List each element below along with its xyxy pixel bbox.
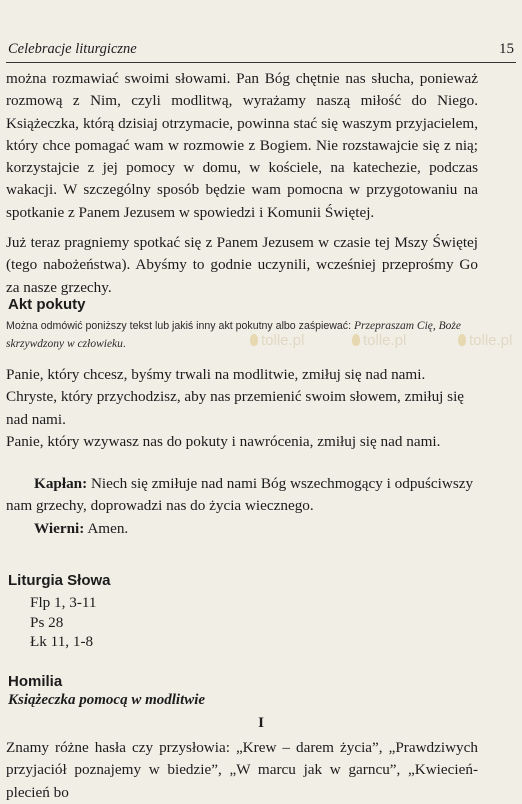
rubric-end: . (122, 338, 126, 350)
watermark-logo-icon (458, 334, 466, 346)
priest-label: Kapłan: (34, 475, 88, 492)
page-header (6, 40, 516, 63)
watermark: tolle.pl (352, 332, 406, 349)
priest-text: Niech się zmiłuje nad nami Bóg wszechmogący i odpuściwszy nam grzechy, doprowadzi nas do życia wiecznego. (6, 475, 474, 515)
faithful-response (34, 518, 506, 540)
homily-subtitle: Książeczka pomocą w modlitwie (8, 692, 206, 708)
invocations-list (6, 364, 484, 453)
rubric-instruction (6, 317, 484, 353)
invocation-line: nad nami. (6, 410, 66, 428)
invocation-line: Chryste, który przychodzisz, aby nas przemienić swoim słowem, zmiłuj się (6, 388, 465, 406)
invocation-line: Panie, który wzywasz nas do pokuty i nawrócenia, zmiłuj się nad nami. (6, 432, 441, 450)
reading-reference: Flp 1, 3-11 (30, 594, 97, 611)
rubric-song-title: Przepraszam Cię, Boże skrzywdzony w człowieku (6, 320, 462, 350)
reading-reference: Ps 28 (30, 613, 64, 631)
watermark: tolle.pl (458, 332, 512, 349)
watermark-logo-icon (352, 334, 360, 346)
faithful-label: Wierni: (34, 520, 85, 537)
faithful-text: Amen. (87, 520, 129, 537)
reading-reference: Łk 11, 1-8 (30, 633, 94, 650)
watermark: tolle.pl (250, 332, 304, 349)
intro-paragraph-1: można rozmawiać swoimi słowami. Pan Bóg chętnie nas słucha, ponieważ rozmową z Nim, czyli modlitwą, wyrażamy naszą miłość do Niego. Książeczka, którą dzisiaj otrzymacie, powinna stać się waszym przyjacielem, który chce pomagać wam w rozmowie z Bogiem. Nie rozstawajcie się z nią; korzystajcie z jej pomocy w domu, w kościele, na katechezie, podczas wakacji. W szczególny sposób będzie wam pomocna w przygotowaniu na spotkanie z Panem Jezusem w spowiedzi i Komunii Świętej. (6, 70, 478, 221)
section-heading-akt-pokuty: Akt pokuty (8, 296, 86, 313)
readings-list (30, 593, 97, 652)
section-heading-homilia: Homilia (8, 673, 63, 690)
rubric-text: Można odmówić poniższy tekst lub jakiś inny akt pokutny albo zaśpiewać: (6, 320, 354, 332)
section-heading-liturgia-slowa: Liturgia Słowa (8, 572, 111, 589)
running-title: Celebracje liturgiczne (8, 41, 137, 57)
part-number: I (258, 715, 264, 731)
page-number: 15 (499, 41, 514, 57)
homily-text: Znamy różne hasła czy przysłowia: „Krew – darem życia”, „Prawdziwych przyjaciół poznajemy w biedzie”, „W marcu jak w garncu”, „Kwiecień-plecień bo (6, 739, 478, 801)
priest-absolution (6, 473, 478, 518)
watermark-logo-icon (250, 334, 258, 346)
invocation-line: Panie, który chcesz, byśmy trwali na modlitwie, zmiłuj się nad nami. (6, 366, 426, 383)
intro-paragraph-2: Już teraz pragniemy spotkać się z Panem Jezusem w czasie tej Mszy Świętej (tego nabożeństwa). Abyśmy to godnie uczynili, wcześniej przeprośmy Go za nasze grzechy. (6, 234, 478, 296)
